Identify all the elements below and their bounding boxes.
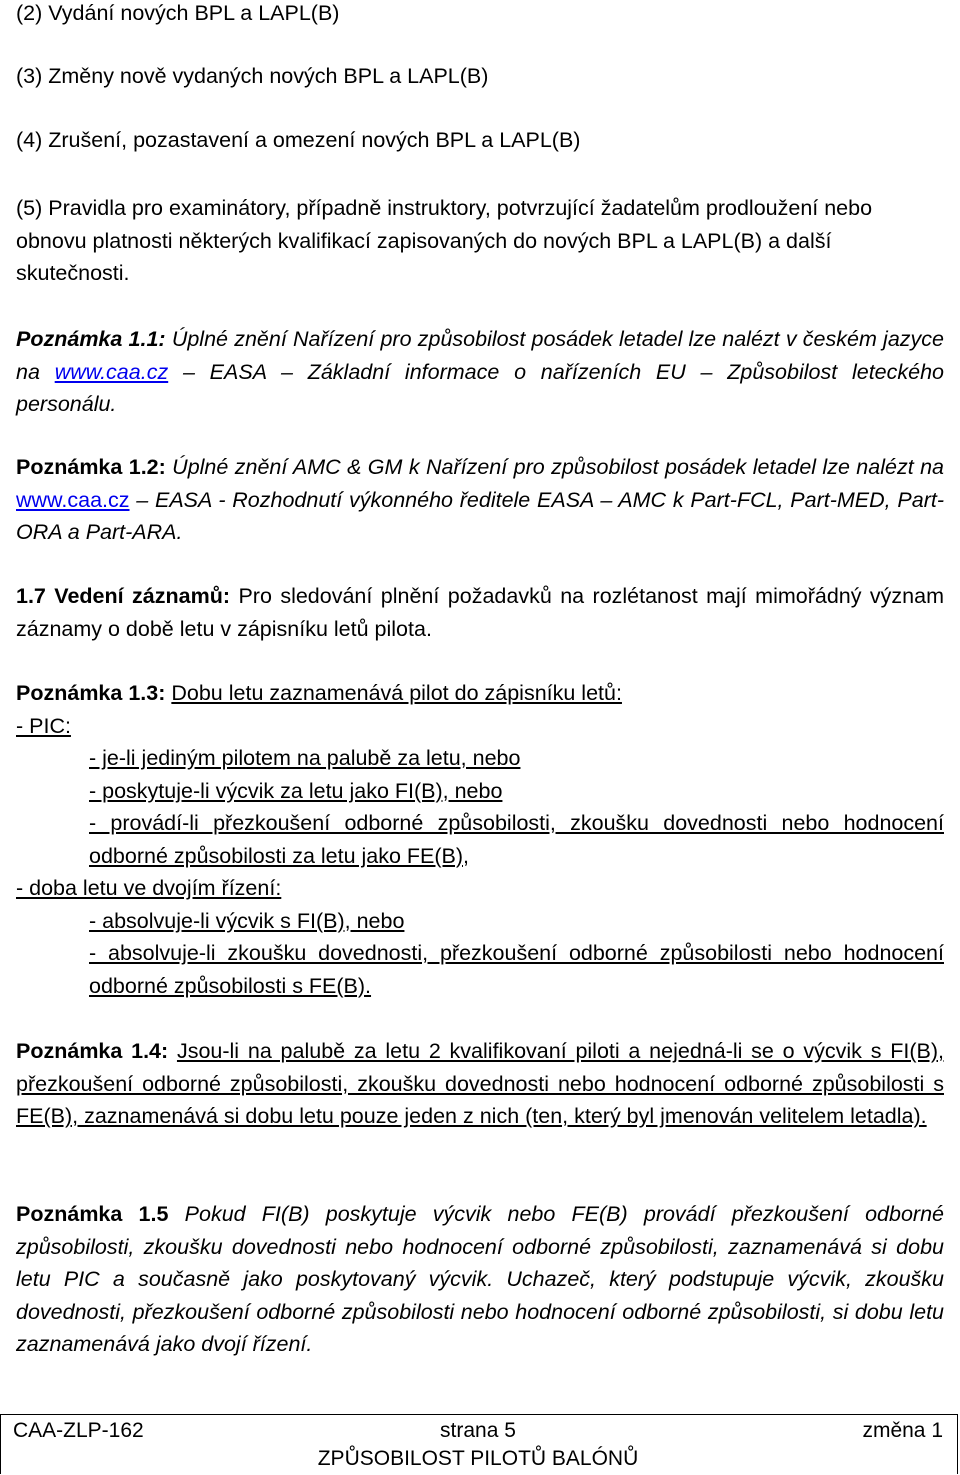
pic-label: - PIC: (16, 713, 71, 738)
note-1-5-label: Poznámka 1.5 (16, 1202, 169, 1226)
dual-item: - absolvuje-li výcvik s FI(B), nebo (89, 908, 405, 933)
note-1-2-text-b: – EASA - Rozhodnutí výkonného ředitele EASA – AMC k Part-FCL, Part-MED, Part-ORA a Part-ARA. (16, 487, 944, 544)
pic-item: - poskytuje-li výcvik za letu jako FI(B), nebo (89, 778, 503, 803)
list-item-4: (4) Zrušení, pozastavení a omezení nových BPL a LAPL(B) (16, 128, 581, 152)
note-1-2 (16, 451, 944, 549)
footer-revision: změna 1 (862, 1419, 943, 1442)
note-1-3-intro: Dobu letu zaznamenává pilot do zápisníku letů: (171, 681, 622, 705)
note-1-1-text-b: – EASA – Základní informace o nařízeních EU – Způsobilost leteckého personálu. (16, 359, 944, 416)
page-footer (0, 1414, 958, 1474)
note-1-1-text-a: Úplné znění Nařízení pro způsobilost posádek letadel lze nalézt v českém jazyce na (16, 327, 944, 384)
dual-label: - doba letu ve dvojím řízení: (16, 876, 282, 900)
section-1-7-label: 1.7 Vedení záznamů: (16, 584, 230, 608)
note-1-4-text: Jsou-li na palubě za letu 2 kvalifikovaní piloti a nejedná-li se o výcvik s FI(B), přezkoušení odborné způsobilosti, zkoušku dovednosti nebo hodnocení odborné způsobilosti s FE(B), zaznamenává si dobu letu pouze jeden z nich (ten, který byl jmenován velitelem letadla). (16, 1039, 944, 1128)
note-1-3-label: Poznámka 1.3: (16, 681, 166, 705)
list-item-2: (2) Vydání nových BPL a LAPL(B) (16, 1, 340, 25)
note-1-4 (16, 1035, 944, 1133)
dual-item: - absolvuje-li zkoušku dovednosti, přezkoušení odborné způsobilosti nebo hodnocení odborné způsobilosti s FE(B). (89, 941, 944, 998)
caa-link-1[interactable]: www.caa.cz (54, 359, 169, 384)
caa-link-2[interactable]: www.caa.cz (16, 487, 130, 512)
note-1-1 (16, 323, 944, 421)
pic-item: - provádí-li přezkoušení odborné způsobilosti, zkoušku dovednosti nebo hodnocení odborné způsobilosti za letu jako FE(B), (89, 811, 944, 868)
pic-item: - je-li jediným pilotem na palubě za letu, nebo (89, 746, 521, 770)
footer-page-number: strana 5 (440, 1419, 516, 1442)
footer-title: ZPŮSOBILOST PILOTŮ BALÓNŮ (317, 1447, 639, 1470)
note-1-3 (16, 677, 944, 1002)
note-1-5 (16, 1198, 944, 1361)
list-item-3: (3) Změny nově vydaných nových BPL a LAPL(B) (16, 64, 489, 88)
section-1-7 (16, 580, 944, 645)
footer-doc-id: CAA-ZLP-162 (13, 1419, 144, 1442)
note-1-4-label: Poznámka 1.4: (16, 1039, 169, 1063)
note-1-2-text-a: Úplné znění AMC & GM k Nařízení pro způsobilost posádek letadel lze nalézt na (172, 455, 944, 479)
section-1-7-text: Pro sledování plnění požadavků na rozlétanost mají mimořádný význam záznamy o době letu v zápisníku letů pilota. (16, 584, 944, 641)
note-1-5-text: Pokud FI(B) poskytuje výcvik nebo FE(B) provádí přezkoušení odborné způsobilosti, zkoušku dovednosti nebo hodnocení odborné způsobilosti, zaznamenává si dobu letu PIC a současně jako poskytovaný výcvik. Uchazeč, který podstupuje výcvik, zkoušku dovednosti, přezkoušení odborné způsobilosti nebo hodnocení odborné způsobilosti, si dobu letu zaznamenává jako dvojí řízení. (16, 1202, 944, 1356)
list-item-5: (5) Pravidla pro examinátory, případně instruktory, potvrzující žadatelům prodloužení nebo obnovu platnosti některých kvalifikací zapisovaných do nových BPL a LAPL(B) a další skutečnosti. (16, 196, 873, 285)
note-1-1-label: Poznámka 1.1: (16, 327, 166, 351)
note-1-2-label: Poznámka 1.2: (16, 455, 166, 479)
